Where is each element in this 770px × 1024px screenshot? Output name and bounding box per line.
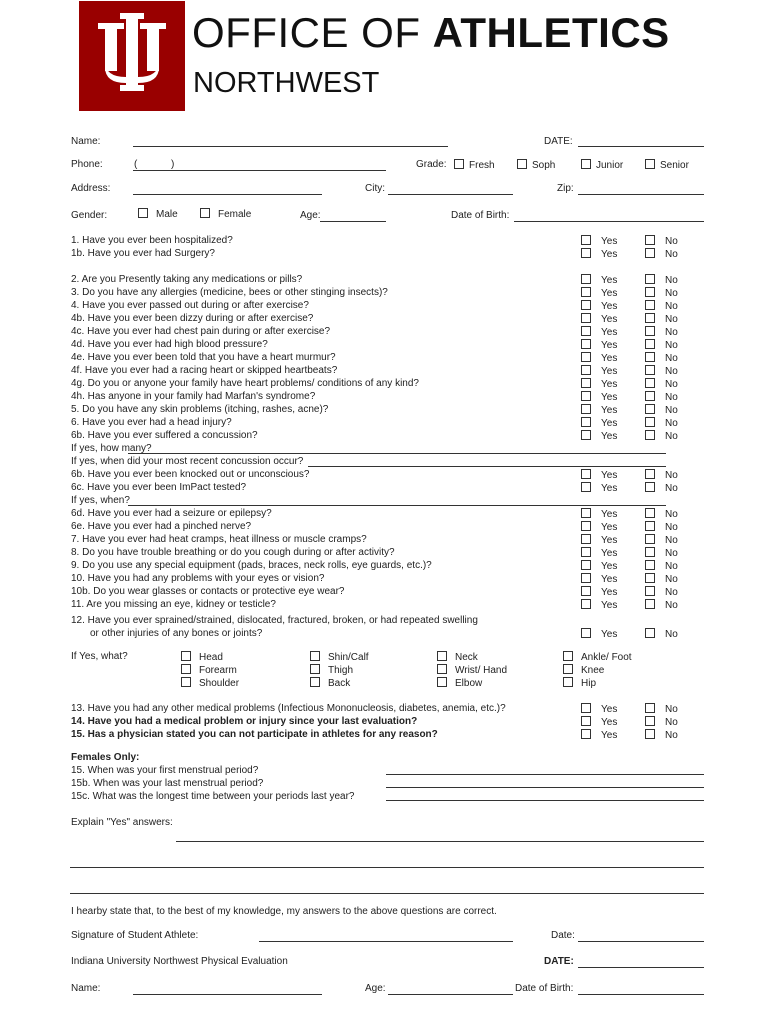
female-question: 15. When was your first menstrual period?: [71, 765, 259, 776]
checkbox-icon[interactable]: [645, 159, 655, 169]
yes-option[interactable]: Yes: [581, 599, 617, 611]
no-option[interactable]: No: [645, 560, 678, 572]
checkbox-icon[interactable]: [645, 391, 655, 401]
question: 15. Has a physician stated you can not participate in athletes for any reason?: [71, 729, 438, 740]
question: 13. Have you had any other medical problems (Infectious Mononucleosis, diabetes, anemia, etc.)?: [71, 703, 506, 714]
checkbox-icon[interactable]: [645, 365, 655, 375]
no-option[interactable]: No: [645, 534, 678, 546]
checkbox-icon[interactable]: [581, 703, 591, 713]
yes-option[interactable]: Yes: [581, 508, 617, 520]
checkbox-icon[interactable]: [563, 651, 573, 661]
checkbox-icon[interactable]: [581, 586, 591, 596]
no-option[interactable]: No: [645, 365, 678, 377]
checkbox-icon[interactable]: [645, 352, 655, 362]
female-question: 15c. What was the longest time between your periods last year?: [71, 791, 355, 802]
yes-option[interactable]: Yes: [581, 248, 617, 260]
phone-label: Phone:: [71, 159, 103, 170]
gender-option[interactable]: Female: [200, 208, 251, 220]
yes-option[interactable]: Yes: [581, 703, 617, 715]
checkbox-icon[interactable]: [645, 235, 655, 245]
injury-option[interactable]: Hip: [563, 677, 596, 689]
checkbox-icon[interactable]: [645, 599, 655, 609]
checkbox-icon[interactable]: [581, 573, 591, 583]
question: 8. Do you have trouble breathing or do you cough during or after activity?: [71, 547, 395, 558]
yes-option[interactable]: Yes: [581, 586, 617, 598]
yes-option[interactable]: Yes: [581, 482, 617, 494]
checkbox-icon[interactable]: [645, 300, 655, 310]
footer-dob-field[interactable]: [578, 994, 704, 995]
yes-option[interactable]: Yes: [581, 573, 617, 585]
evaluation-date-label: DATE:: [544, 956, 574, 967]
question: 4g. Do you or anyone your family have heart problems/ conditions of any kind?: [71, 378, 419, 389]
injury-option[interactable]: Neck: [437, 651, 478, 663]
answer-line[interactable]: [128, 453, 666, 454]
yes-option[interactable]: Yes: [581, 235, 617, 247]
no-option[interactable]: No: [645, 482, 678, 494]
checkbox-icon[interactable]: [581, 326, 591, 336]
yes-option[interactable]: Yes: [581, 547, 617, 559]
checkbox-icon[interactable]: [310, 664, 320, 674]
question: 12. Have you ever sprained/strained, dislocated, fractured, broken, or had repeated swelling: [71, 615, 478, 626]
checkbox-icon[interactable]: [581, 521, 591, 531]
checkbox-icon[interactable]: [645, 248, 655, 258]
explain-label: Explain "Yes" answers:: [71, 817, 173, 828]
question: 9. Do you use any special equipment (pads, braces, neck rolls, eye guards, etc.)?: [71, 560, 432, 571]
no-option[interactable]: No: [645, 300, 678, 312]
checkbox-icon[interactable]: [645, 521, 655, 531]
no-option[interactable]: No: [645, 729, 678, 741]
gender-label: Gender:: [71, 210, 108, 221]
yes-option[interactable]: Yes: [581, 365, 617, 377]
yes-option[interactable]: Yes: [581, 313, 617, 325]
yes-option[interactable]: Yes: [581, 352, 617, 364]
checkbox-icon[interactable]: [181, 651, 191, 661]
checkbox-icon[interactable]: [645, 534, 655, 544]
zip-label: Zip:: [557, 183, 574, 194]
checkbox-icon[interactable]: [310, 677, 320, 687]
question: 4d. Have you ever had high blood pressure?: [71, 339, 268, 350]
phone-paren-close: ): [171, 159, 175, 170]
signature-date-field[interactable]: [578, 941, 704, 942]
question: 10b. Do you wear glasses or contacts or protective eye wear?: [71, 586, 345, 597]
yes-option[interactable]: Yes: [581, 628, 617, 640]
gender-option[interactable]: Male: [138, 208, 178, 220]
injury-prompt: If Yes, what?: [71, 651, 128, 662]
no-option[interactable]: No: [645, 248, 678, 260]
checkbox-icon[interactable]: [581, 300, 591, 310]
checkbox-icon[interactable]: [581, 417, 591, 427]
no-option[interactable]: No: [645, 586, 678, 598]
follow-up-question: If yes, when?: [71, 495, 130, 506]
age-label: Age:: [300, 210, 321, 221]
yes-option[interactable]: Yes: [581, 404, 617, 416]
dob-field[interactable]: [514, 221, 704, 222]
footer-name-label: Name:: [71, 983, 101, 994]
question: 5. Do you have any skin problems (itching, rashes, acne)?: [71, 404, 329, 415]
university-logo: [79, 1, 185, 111]
campus-subtitle: NORTHWEST: [193, 67, 380, 99]
no-option[interactable]: No: [645, 274, 678, 286]
answer-line[interactable]: [308, 466, 666, 467]
checkbox-icon[interactable]: [645, 287, 655, 297]
injury-option[interactable]: Forearm: [181, 664, 237, 676]
answer-line[interactable]: [386, 787, 704, 788]
signature-label: Signature of Student Athlete:: [71, 930, 199, 941]
answer-line[interactable]: [386, 774, 704, 775]
zip-field[interactable]: [578, 194, 704, 195]
checkbox-icon[interactable]: [645, 339, 655, 349]
no-option[interactable]: No: [645, 469, 678, 481]
checkbox-icon[interactable]: [581, 534, 591, 544]
yes-option[interactable]: Yes: [581, 469, 617, 481]
question: 6c. Have you ever been ImPact tested?: [71, 482, 247, 493]
question: 4e. Have you ever been told that you have a heart murmur?: [71, 352, 336, 363]
checkbox-icon[interactable]: [645, 469, 655, 479]
yes-option[interactable]: Yes: [581, 326, 617, 338]
question: 6e. Have you ever had a pinched nerve?: [71, 521, 252, 532]
dob-label: Date of Birth:: [451, 210, 510, 221]
no-option[interactable]: No: [645, 599, 678, 611]
date-field[interactable]: [578, 146, 704, 147]
no-option[interactable]: No: [645, 703, 678, 715]
question: 6b. Have you ever suffered a concussion?: [71, 430, 258, 441]
checkbox-icon[interactable]: [581, 469, 591, 479]
checkbox-icon[interactable]: [581, 235, 591, 245]
checkbox-icon[interactable]: [437, 664, 447, 674]
no-option[interactable]: No: [645, 404, 678, 416]
question: 7. Have you ever had heat cramps, heat illness or muscle cramps?: [71, 534, 367, 545]
injury-option[interactable]: Ankle/ Foot: [563, 651, 632, 663]
no-option[interactable]: No: [645, 521, 678, 533]
question: 10. Have you had any problems with your eyes or vision?: [71, 573, 325, 584]
checkbox-icon[interactable]: [645, 573, 655, 583]
checkbox-icon[interactable]: [581, 159, 591, 169]
checkbox-icon[interactable]: [563, 677, 573, 687]
checkbox-icon[interactable]: [437, 677, 447, 687]
checkbox-icon[interactable]: [581, 352, 591, 362]
grade-option[interactable]: Soph: [517, 159, 555, 171]
question: 3. Do you have any allergies (medicine, bees or other stinging insects)?: [71, 287, 388, 298]
checkbox-icon[interactable]: [645, 430, 655, 440]
grade-label: Grade:: [416, 159, 447, 170]
checkbox-icon[interactable]: [563, 664, 573, 674]
checkbox-icon[interactable]: [581, 482, 591, 492]
checkbox-icon[interactable]: [645, 716, 655, 726]
trident-logo-icon: [79, 1, 185, 111]
checkbox-icon[interactable]: [581, 729, 591, 739]
checkbox-icon[interactable]: [581, 716, 591, 726]
checkbox-icon[interactable]: [581, 560, 591, 570]
checkbox-icon[interactable]: [454, 159, 464, 169]
question: 6d. Have you ever had a seizure or epilepsy?: [71, 508, 272, 519]
injury-option[interactable]: Knee: [563, 664, 604, 676]
checkbox-icon[interactable]: [581, 378, 591, 388]
name-field[interactable]: [133, 146, 448, 147]
checkbox-icon[interactable]: [581, 391, 591, 401]
yes-option[interactable]: Yes: [581, 716, 617, 728]
yes-option[interactable]: Yes: [581, 560, 617, 572]
checkbox-icon[interactable]: [581, 313, 591, 323]
no-option[interactable]: No: [645, 391, 678, 403]
no-option[interactable]: No: [645, 417, 678, 429]
checkbox-icon[interactable]: [581, 339, 591, 349]
footer-name-field[interactable]: [133, 994, 322, 995]
evaluation-date-field[interactable]: [578, 967, 704, 968]
checkbox-icon[interactable]: [181, 664, 191, 674]
injury-option[interactable]: Back: [310, 677, 350, 689]
checkbox-icon[interactable]: [310, 651, 320, 661]
question: 1b. Have you ever had Surgery?: [71, 248, 215, 259]
checkbox-icon[interactable]: [437, 651, 447, 661]
checkbox-icon[interactable]: [200, 208, 210, 218]
injury-option[interactable]: Thigh: [310, 664, 353, 676]
injury-option[interactable]: Elbow: [437, 677, 482, 689]
no-option[interactable]: No: [645, 547, 678, 559]
female-question: 15b. When was your last menstrual period?: [71, 778, 264, 789]
checkbox-icon[interactable]: [645, 628, 655, 638]
explain-line[interactable]: [70, 867, 704, 868]
follow-up-question: If yes, when did your most recent concussion occur?: [71, 456, 304, 467]
footer-dob-label: Date of Birth:: [515, 983, 574, 994]
yes-option[interactable]: Yes: [581, 287, 617, 299]
footer-age-field[interactable]: [388, 994, 513, 995]
yes-option[interactable]: Yes: [581, 339, 617, 351]
checkbox-icon[interactable]: [581, 599, 591, 609]
question: 4. Have you ever passed out during or after exercise?: [71, 300, 309, 311]
yes-option[interactable]: Yes: [581, 417, 617, 429]
no-option[interactable]: No: [645, 339, 678, 351]
phone-field[interactable]: [133, 170, 386, 171]
question: 4c. Have you ever had chest pain during or after exercise?: [71, 326, 331, 337]
explain-line[interactable]: [70, 893, 704, 894]
yes-option[interactable]: Yes: [581, 378, 617, 390]
signature-date-label: Date:: [551, 930, 575, 941]
no-option[interactable]: No: [645, 313, 678, 325]
footer-age-label: Age:: [365, 983, 386, 994]
checkbox-icon[interactable]: [581, 274, 591, 284]
answer-line[interactable]: [386, 800, 704, 801]
no-option[interactable]: No: [645, 352, 678, 364]
no-option[interactable]: No: [645, 430, 678, 442]
checkbox-icon[interactable]: [645, 586, 655, 596]
checkbox-icon[interactable]: [645, 378, 655, 388]
checkbox-icon[interactable]: [581, 404, 591, 414]
checkbox-icon[interactable]: [581, 287, 591, 297]
explain-line[interactable]: [176, 841, 704, 842]
office-title: OFFICE OF ATHLETICS: [192, 9, 670, 56]
age-field[interactable]: [320, 221, 386, 222]
checkbox-icon[interactable]: [181, 677, 191, 687]
checkbox-icon[interactable]: [138, 208, 148, 218]
no-option[interactable]: No: [645, 326, 678, 338]
yes-option[interactable]: Yes: [581, 391, 617, 403]
yes-option[interactable]: Yes: [581, 534, 617, 546]
checkbox-icon[interactable]: [517, 159, 527, 169]
yes-option[interactable]: Yes: [581, 274, 617, 286]
checkbox-icon[interactable]: [645, 547, 655, 557]
yes-option[interactable]: Yes: [581, 729, 617, 741]
females-heading: Females Only:: [71, 752, 140, 763]
follow-up-question: If yes, how many?: [71, 443, 152, 454]
date-label: DATE:: [544, 136, 573, 147]
answer-line[interactable]: [128, 505, 666, 506]
question: or other injuries of any bones or joints?: [90, 628, 263, 639]
question: 4h. Has anyone in your family had Marfan's syndrome?: [71, 391, 316, 402]
injury-option[interactable]: Shin/Calf: [310, 651, 369, 663]
no-option[interactable]: No: [645, 287, 678, 299]
signature-field[interactable]: [259, 941, 513, 942]
question: 14. Have you had a medical problem or injury since your last evaluation?: [71, 716, 418, 727]
checkbox-icon[interactable]: [645, 729, 655, 739]
checkbox-icon[interactable]: [581, 547, 591, 557]
checkbox-icon[interactable]: [645, 417, 655, 427]
no-option[interactable]: No: [645, 628, 678, 640]
question: 6. Have you ever had a head injury?: [71, 417, 232, 428]
checkbox-icon[interactable]: [581, 365, 591, 375]
checkbox-icon[interactable]: [645, 326, 655, 336]
yes-option[interactable]: Yes: [581, 300, 617, 312]
checkbox-icon[interactable]: [645, 703, 655, 713]
address-field[interactable]: [133, 194, 322, 195]
grade-option[interactable]: Fresh: [454, 159, 495, 171]
checkbox-icon[interactable]: [581, 628, 591, 638]
injury-option[interactable]: Shoulder: [181, 677, 239, 689]
question: 11. Are you missing an eye, kidney or testicle?: [71, 599, 276, 610]
no-option[interactable]: No: [645, 716, 678, 728]
yes-option[interactable]: Yes: [581, 521, 617, 533]
injury-option[interactable]: Head: [181, 651, 223, 663]
no-option[interactable]: No: [645, 573, 678, 585]
grade-option[interactable]: Junior: [581, 159, 623, 171]
checkbox-icon[interactable]: [645, 508, 655, 518]
checkbox-icon[interactable]: [581, 248, 591, 258]
name-label: Name:: [71, 136, 101, 147]
checkbox-icon[interactable]: [645, 560, 655, 570]
no-option[interactable]: No: [645, 508, 678, 520]
checkbox-icon[interactable]: [581, 508, 591, 518]
checkbox-icon[interactable]: [581, 430, 591, 440]
no-option[interactable]: No: [645, 235, 678, 247]
question: 4f. Have you ever had a racing heart or skipped heartbeats?: [71, 365, 338, 376]
checkbox-icon[interactable]: [645, 482, 655, 492]
yes-option[interactable]: Yes: [581, 430, 617, 442]
city-label: City:: [365, 183, 385, 194]
address-label: Address:: [71, 183, 111, 194]
question: 2. Are you Presently taking any medications or pills?: [71, 274, 303, 285]
attestation-statement: I hearby state that, to the best of my knowledge, my answers to the above questions are correct.: [71, 906, 497, 917]
checkbox-icon[interactable]: [645, 313, 655, 323]
checkbox-icon[interactable]: [645, 274, 655, 284]
city-field[interactable]: [388, 194, 513, 195]
question: 4b. Have you ever been dizzy during or after exercise?: [71, 313, 314, 324]
question: 1. Have you ever been hospitalized?: [71, 235, 233, 246]
grade-option[interactable]: Senior: [645, 159, 689, 171]
evaluation-label: Indiana University Northwest Physical Evaluation: [71, 956, 288, 967]
no-option[interactable]: No: [645, 378, 678, 390]
phone-paren-open: (: [134, 159, 138, 170]
injury-option[interactable]: Wrist/ Hand: [437, 664, 507, 676]
question: 6b. Have you ever been knocked out or unconscious?: [71, 469, 310, 480]
checkbox-icon[interactable]: [645, 404, 655, 414]
